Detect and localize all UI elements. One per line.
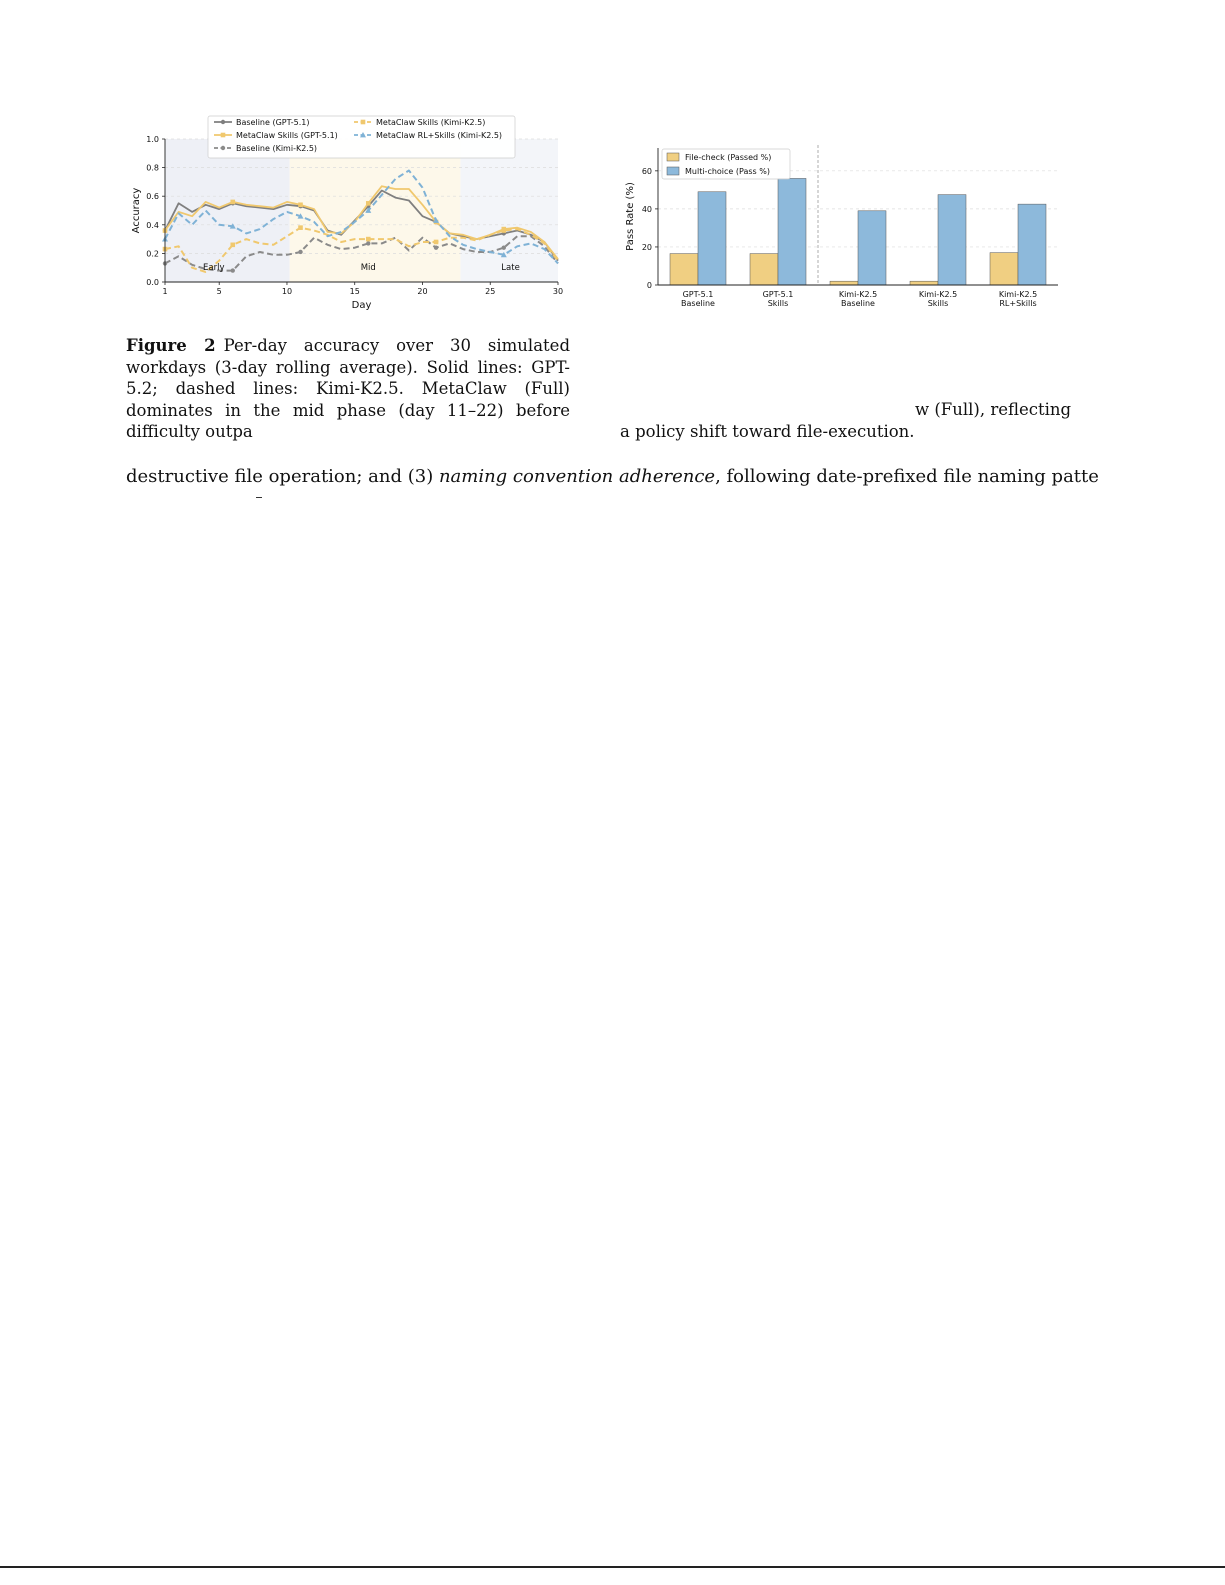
data-point <box>366 241 370 245</box>
bar <box>910 281 938 285</box>
y-tick-label: 0.2 <box>146 249 159 259</box>
page-bottom-rule <box>0 1566 1225 1568</box>
figure-number: Figure 2 <box>126 336 216 355</box>
data-point <box>298 225 303 230</box>
body-text-emphasis: naming convention adherence <box>438 466 716 487</box>
data-point <box>434 240 439 245</box>
y-tick-label: 0.4 <box>146 220 159 230</box>
bar <box>938 195 966 285</box>
legend-label: File-check (Passed %) <box>685 153 772 162</box>
y-tick-label: 0.0 <box>146 278 159 287</box>
data-point <box>231 268 235 272</box>
x-tick-label: 5 <box>216 287 222 296</box>
legend-label: MetaClaw RL+Skills (Kimi-K2.5) <box>376 131 503 140</box>
data-point <box>434 245 438 249</box>
x-tick-label: GPT-5.1 <box>762 290 794 299</box>
x-tick-label: Baseline <box>841 299 875 308</box>
figure-caption-left <box>126 335 570 443</box>
bar <box>778 178 806 285</box>
legend-label: Multi-choice (Pass %) <box>685 167 770 176</box>
bar <box>750 254 778 285</box>
bar <box>1018 204 1046 285</box>
data-point <box>230 243 235 248</box>
legend-marker <box>221 120 225 124</box>
x-tick-label: 20 <box>417 287 428 296</box>
bar <box>858 211 886 285</box>
x-axis-label: Day <box>351 300 372 311</box>
figure-caption-right-line2: a policy shift toward file-execution. <box>620 422 915 441</box>
data-point <box>502 245 506 249</box>
data-point <box>501 228 506 233</box>
data-point <box>366 237 371 242</box>
legend-marker <box>221 146 225 150</box>
y-tick-label: 0.8 <box>146 163 159 173</box>
y-tick-label: 60 <box>641 166 652 176</box>
legend-label: MetaClaw Skills (Kimi-K2.5) <box>376 118 486 127</box>
data-point <box>366 201 371 206</box>
x-tick-label: 30 <box>552 287 564 296</box>
body-text-b: , following date-prefixed file naming patte <box>715 466 1099 487</box>
x-tick-label: 10 <box>281 287 293 296</box>
y-tick-label: 40 <box>641 204 652 214</box>
x-tick-label: 15 <box>349 287 360 296</box>
phase-band <box>460 139 558 282</box>
bar <box>698 192 726 285</box>
legend-swatch <box>667 167 679 175</box>
x-tick-label: Kimi-K2.5 <box>838 290 878 299</box>
y-tick-label: 0.6 <box>146 192 159 202</box>
x-tick-label: 25 <box>485 287 496 296</box>
x-tick-label: Kimi-K2.5 <box>918 290 958 299</box>
figure-caption-text: Per-day accuracy over 30 simulated workdays (3-day rolling average). Solid lines: GPT-5.2; dashed lines: Kimi-K2.5. MetaClaw (Full) dominates in the mid phase (day 11–22) before difficulty outpa <box>126 336 571 441</box>
pass-rate-bar-chart <box>618 140 1068 315</box>
legend-label: MetaClaw Skills (GPT-5.1) <box>236 131 338 140</box>
x-tick-label: Skills <box>927 299 949 308</box>
y-tick-label: 1.0 <box>146 135 159 144</box>
data-point <box>230 200 235 205</box>
legend-marker <box>221 133 226 138</box>
x-tick-label: RL+Skills <box>999 299 1037 308</box>
y-axis-label: Accuracy <box>131 187 142 234</box>
x-tick-label: Kimi-K2.5 <box>998 290 1038 299</box>
stray-mark <box>256 497 262 498</box>
bar <box>990 253 1018 285</box>
data-point <box>298 250 302 254</box>
x-tick-label: Skills <box>767 299 789 308</box>
y-tick-label: 0 <box>646 281 652 290</box>
phase-label: Early <box>203 263 225 273</box>
legend-swatch <box>667 153 679 161</box>
legend-marker <box>361 120 366 125</box>
phase-label: Mid <box>360 263 376 273</box>
legend-label: Baseline (Kimi-K2.5) <box>236 144 318 153</box>
phase-label: Late <box>501 263 520 273</box>
body-text-a: destructive file operation; and (3) <box>126 466 439 487</box>
accuracy-line-chart <box>125 112 575 317</box>
figure-caption-right-line1: w (Full), reflecting <box>915 400 1072 419</box>
data-point <box>298 202 303 207</box>
y-tick-label: 20 <box>641 242 652 252</box>
body-paragraph <box>126 466 1099 487</box>
x-tick-label: Baseline <box>681 299 715 308</box>
y-axis-label: Pass Rate (%) <box>625 182 636 251</box>
bar <box>670 254 698 285</box>
x-tick-label: 1 <box>162 287 168 296</box>
legend-label: Baseline (GPT-5.1) <box>236 118 310 127</box>
x-tick-label: GPT-5.1 <box>682 290 714 299</box>
bar <box>830 281 858 285</box>
